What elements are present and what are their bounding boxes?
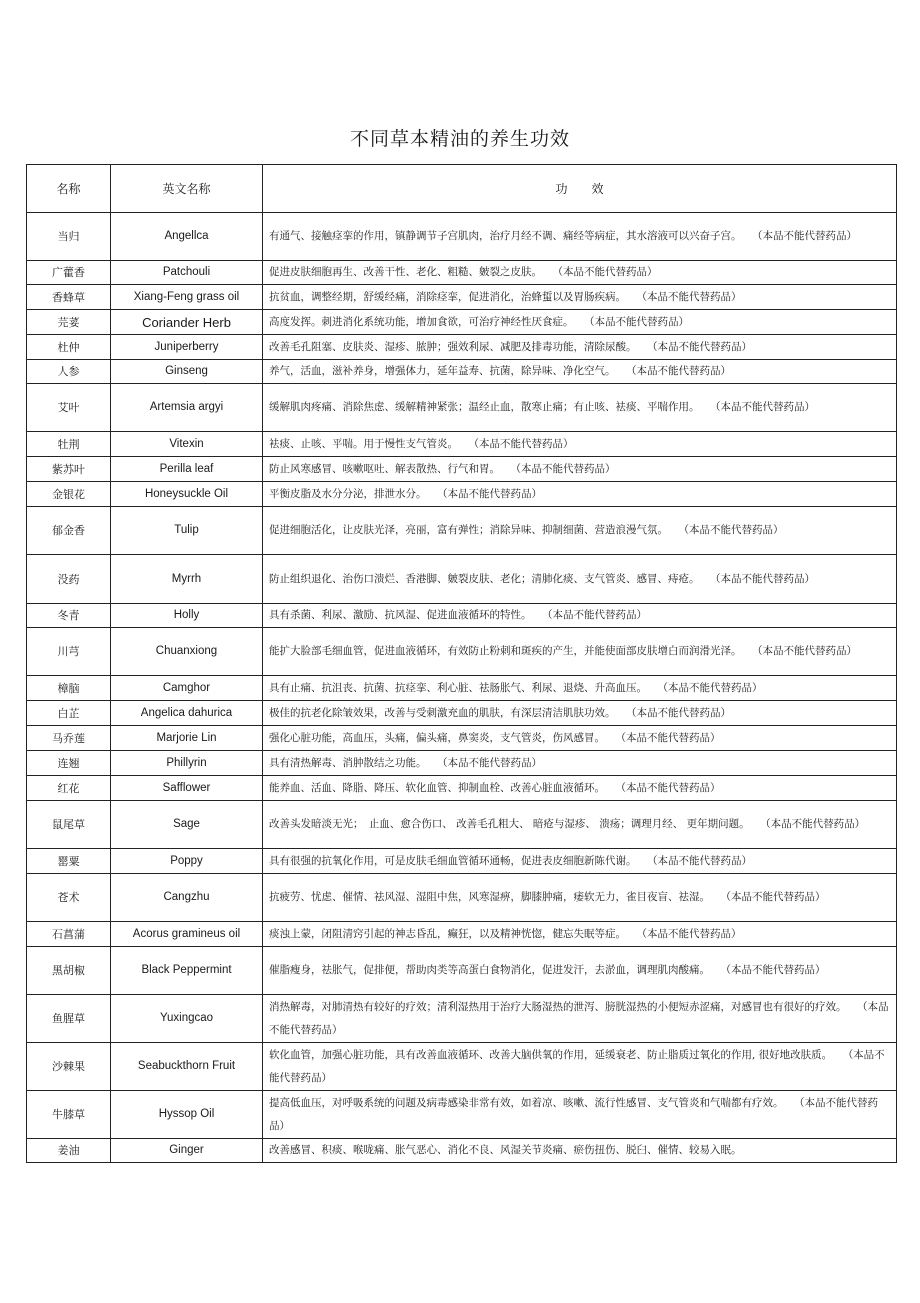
herb-name: 罂粟 xyxy=(27,849,111,874)
herb-english-name: Juniperberry xyxy=(111,335,263,360)
herb-effect xyxy=(263,310,897,335)
effect-text: 具有清热解毒、消肿散结之功能。 xyxy=(269,756,422,769)
herb-effect xyxy=(263,261,897,285)
herb-english-name: Marjorie Lin xyxy=(111,726,263,751)
herb-name: 芫荽 xyxy=(27,310,111,335)
effect-text: 高度发挥。刺进消化系统功能，增加食欲，可治疗神经性厌食症。 xyxy=(269,315,569,328)
disclaimer-note: （本品不能代替药品） xyxy=(269,1000,889,1036)
herb-name: 樟脑 xyxy=(27,676,111,701)
table-row xyxy=(27,676,897,701)
herb-effect xyxy=(263,947,897,995)
herb-english-name: Acorus gramineus oil xyxy=(111,922,263,947)
disclaimer-note: （本品不能代替药品） xyxy=(473,437,574,450)
effect-text: 能扩大脸部毛细血管，促进血液循环，有效防止粉刺和斑疾的产生，并能使面部皮肤增白而润滑光泽。 xyxy=(269,645,737,657)
herb-effect xyxy=(263,1139,897,1163)
effect-text: 强化心脏功能，高血压，头痛，偏头痛，鼻窦炎，支气管炎，伤风感冒。 xyxy=(269,731,600,744)
herb-english-name: Phillyrin xyxy=(111,751,263,776)
herb-name: 鱼腥草 xyxy=(27,995,111,1043)
herbal-oil-table xyxy=(26,164,897,1163)
herb-effect xyxy=(263,849,897,874)
effect-text: 平衡皮脂及水分分泌，排泄水分。 xyxy=(269,487,422,500)
table-row xyxy=(27,776,897,801)
herb-english-name: Patchouli xyxy=(111,261,263,285)
disclaimer-note: （本品不能代替药品） xyxy=(725,891,826,903)
herb-name: 杜仲 xyxy=(27,335,111,360)
effect-text: 抗贫血，调整经期，舒缓经痛，消除痉挛，促进消化，治蜂蜇以及胃肠疾病。 xyxy=(269,290,621,303)
herb-english-name: Tulip xyxy=(111,507,263,555)
table-row xyxy=(27,1091,897,1139)
herb-effect xyxy=(263,432,897,457)
effect-text: 软化血管，加强心脏功能，具有改善血液循环、改善大脑供氧的作用，延缓衰老、防止脂质过氧化的作用, 很好地改肤质。 xyxy=(269,1048,827,1061)
effect-text: 养气，活血，滋补养身，增强体力，延年益寿、抗菌，除异味、净化空气。 xyxy=(269,365,611,377)
herb-name: 鼠尾草 xyxy=(27,801,111,849)
herb-name: 没药 xyxy=(27,555,111,604)
herb-name: 黑胡椒 xyxy=(27,947,111,995)
table-row xyxy=(27,701,897,726)
herb-effect xyxy=(263,360,897,384)
herb-name: 牡荆 xyxy=(27,432,111,457)
herb-effect xyxy=(263,995,897,1043)
herb-english-name: Angelica dahurica xyxy=(111,701,263,726)
table-row xyxy=(27,261,897,285)
table-row xyxy=(27,555,897,604)
disclaimer-note: （本品不能代替药品） xyxy=(757,230,857,242)
header-english-name: 英文名称 xyxy=(111,165,263,213)
disclaimer-note: （本品不能代替药品） xyxy=(652,854,752,867)
herb-english-name: Vitexin xyxy=(111,432,263,457)
herb-name: 石菖蒲 xyxy=(27,922,111,947)
disclaimer-note: （本品不能代替药品） xyxy=(515,462,616,475)
effect-text: 提高低血压，对呼吸系统的问题及病毒感染非常有效，如着凉、咳嗽、流行性感冒、支气管炎和气喘都有疗效。 xyxy=(269,1096,779,1109)
herb-effect xyxy=(263,776,897,801)
herb-effect xyxy=(263,676,897,701)
disclaimer-note: （本品不能代替药品） xyxy=(589,315,689,328)
effect-text: 具有杀菌、利尿、激励、抗风湿、促进血液循环的特性。 xyxy=(269,609,527,621)
effect-text: 防止风寒感冒、咳嗽呕吐、解表散热、行气和胃。 xyxy=(269,462,495,475)
effect-text: 防止组织退化、治伤口溃烂、香港脚、皴裂皮肤、老化；清肺化痰、支气管炎、感冒、痔疮。 xyxy=(269,572,695,585)
herb-name: 牛膝草 xyxy=(27,1091,111,1139)
effect-text: 促进细胞活化，让皮肤光泽，亮丽，富有弹性；消除异味、抑制细菌、营造浪漫气氛。 xyxy=(269,524,663,536)
effect-text: 痰浊上蒙，闭阻清窍引起的神志昏乱，癫狂，以及精神恍惚，健忘失眠等症。 xyxy=(269,927,621,940)
herb-effect xyxy=(263,922,897,947)
effect-text: 消热解毒，对肺清热有较好的疗效；清利湿热用于治疗大肠湿热的泄泻、膀胱湿热的小便短赤涩痛，对感冒也有很好的疗效。 xyxy=(269,1000,842,1013)
disclaimer-note: （本品不能代替药品） xyxy=(641,927,742,940)
herb-english-name: Sage xyxy=(111,801,263,849)
herb-english-name: Camghor xyxy=(111,676,263,701)
herb-name: 苍术 xyxy=(27,874,111,922)
herb-english-name: Angellca xyxy=(111,213,263,261)
herb-effect xyxy=(263,555,897,604)
table-row xyxy=(27,213,897,261)
effect-text: 袪痰、止咳、平喘。用于慢性支气管炎。 xyxy=(269,437,453,450)
table-row xyxy=(27,628,897,676)
table-header-row xyxy=(27,165,897,213)
effect-text: 能养血、活血、降脂、降压、软化血管、抑制血栓、改善心脏血液循环。 xyxy=(269,781,600,794)
herb-name: 艾叶 xyxy=(27,384,111,432)
herb-english-name: Ginger xyxy=(111,1139,263,1163)
disclaimer-note: （本品不能代替药品） xyxy=(620,731,721,744)
table-row xyxy=(27,360,897,384)
disclaimer-note: （本品不能代替药品） xyxy=(725,964,826,976)
table-row xyxy=(27,995,897,1043)
table-row xyxy=(27,604,897,628)
disclaimer-note: （本品不能代替药品） xyxy=(715,401,815,413)
herb-name: 沙棘果 xyxy=(27,1043,111,1091)
table-row xyxy=(27,507,897,555)
disclaimer-note: （本品不能代替药品） xyxy=(683,524,784,536)
herb-english-name: Honeysuckle Oil xyxy=(111,482,263,507)
herb-english-name: Seabuckthorn Fruit xyxy=(111,1043,263,1091)
disclaimer-note: （本品不能代替药品） xyxy=(269,1048,885,1084)
effect-text: 具有很强的抗氧化作用，可是皮肤毛细血管循环通畅，促进表皮细胞新陈代谢。 xyxy=(269,854,632,867)
herb-name: 马乔莲 xyxy=(27,726,111,751)
herb-name: 金银花 xyxy=(27,482,111,507)
herb-effect xyxy=(263,507,897,555)
herb-english-name: Perilla leaf xyxy=(111,457,263,482)
herb-effect xyxy=(263,285,897,310)
disclaimer-note: （本品不能代替药品） xyxy=(620,781,721,794)
herb-effect xyxy=(263,213,897,261)
herb-name: 广藿香 xyxy=(27,261,111,285)
table-row xyxy=(27,432,897,457)
effect-text: 缓解肌肉疼痛、消除焦虑、缓解精神紧张；温经止血，散寒止痛；有止咳、袪痰、平喘作用。 xyxy=(269,401,695,413)
disclaimer-note: （本品不能代替药品） xyxy=(765,818,866,830)
herb-effect xyxy=(263,874,897,922)
disclaimer-note: （本品不能代替药品） xyxy=(662,681,763,694)
herb-english-name: Ginseng xyxy=(111,360,263,384)
disclaimer-note: （本品不能代替药品） xyxy=(442,756,542,769)
herb-name: 冬青 xyxy=(27,604,111,628)
effect-text: 改善感冒、积痰、喉咙痛、胀气恶心、消化不良、风湿关节炎痛、瘀伤扭伤、脱臼、催情、较易入眠。 xyxy=(269,1144,742,1156)
table-row xyxy=(27,285,897,310)
table-row xyxy=(27,874,897,922)
disclaimer-note: （本品不能代替药品） xyxy=(652,340,752,353)
herb-english-name: Holly xyxy=(111,604,263,628)
table-row xyxy=(27,335,897,360)
page-title: 不同草本精油的养生功效 xyxy=(349,128,570,150)
herb-english-name: Cangzhu xyxy=(111,874,263,922)
herb-name: 紫苏叶 xyxy=(27,457,111,482)
effect-text: 改善头发暗淡无光； 止血、愈合伤口、 改善毛孔粗大、 暗疮与湿疹、 溃疡；调理月经、 更年期问题。 xyxy=(269,818,745,830)
table-row xyxy=(27,1139,897,1163)
herb-effect xyxy=(263,1043,897,1091)
herb-effect xyxy=(263,726,897,751)
herb-effect xyxy=(263,482,897,507)
herb-effect xyxy=(263,628,897,676)
table-row xyxy=(27,1043,897,1091)
header-effect: 功 效 xyxy=(263,165,897,213)
disclaimer-note: （本品不能代替药品） xyxy=(269,1096,878,1132)
herb-english-name: Xiang-Feng grass oil xyxy=(111,285,263,310)
herb-name: 当归 xyxy=(27,213,111,261)
herb-name: 郁金香 xyxy=(27,507,111,555)
herb-effect xyxy=(263,801,897,849)
effect-text: 抗疲劳、忧虑、催情、祛风湿、湿阻中焦，风寒湿痹，脚膝肿痛，痿软无力，雀目夜盲、祛湿。 xyxy=(269,891,705,903)
table-row xyxy=(27,801,897,849)
herb-name: 红花 xyxy=(27,776,111,801)
herb-english-name: Chuanxiong xyxy=(111,628,263,676)
herb-effect xyxy=(263,751,897,776)
herb-english-name: Hyssop Oil xyxy=(111,1091,263,1139)
herb-effect xyxy=(263,457,897,482)
effect-text: 改善毛孔阻塞、皮肤炎、湿疹、脓肿；强效利尿、减肥及排毒功能，清除尿酸。 xyxy=(269,340,632,353)
effect-text: 促进皮肤细胞再生、改善干性、老化、粗糙、皴裂之皮肤。 xyxy=(269,266,537,278)
table-row xyxy=(27,384,897,432)
table-row xyxy=(27,947,897,995)
table-row xyxy=(27,310,897,335)
herb-name: 姜油 xyxy=(27,1139,111,1163)
herb-english-name: Coriander Herb xyxy=(111,310,263,335)
disclaimer-note: （本品不能代替药品） xyxy=(631,365,731,377)
herb-english-name: Yuxingcao xyxy=(111,995,263,1043)
herb-english-name: Myrrh xyxy=(111,555,263,604)
disclaimer-note: （本品不能代替药品） xyxy=(442,487,542,500)
effect-text: 具有止痛、抗沮丧、抗菌、抗痉挛、利心脏、祛肠胀气、利尿、退烧、升高血压。 xyxy=(269,681,642,694)
disclaimer-note: （本品不能代替药品） xyxy=(757,645,857,657)
disclaimer-note: （本品不能代替药品） xyxy=(715,572,815,585)
disclaimer-note: （本品不能代替药品） xyxy=(641,290,742,303)
herb-effect xyxy=(263,1091,897,1139)
herb-name: 连翘 xyxy=(27,751,111,776)
table-row xyxy=(27,482,897,507)
disclaimer-note: （本品不能代替药品） xyxy=(547,609,647,621)
disclaimer-note: （本品不能代替药品） xyxy=(631,706,731,719)
herb-english-name: Safflower xyxy=(111,776,263,801)
herb-effect xyxy=(263,701,897,726)
table-row xyxy=(27,849,897,874)
herb-name: 白芷 xyxy=(27,701,111,726)
herb-english-name: Black Peppermint xyxy=(111,947,263,995)
herb-english-name: Poppy xyxy=(111,849,263,874)
table-row xyxy=(27,751,897,776)
table-row xyxy=(27,922,897,947)
effect-text: 极佳的抗老化除皱效果，改善与受刺激充血的肌肤，有深层清洁肌肤功效。 xyxy=(269,706,611,719)
herb-name: 川芎 xyxy=(27,628,111,676)
table-row xyxy=(27,457,897,482)
disclaimer-note: （本品不能代替药品） xyxy=(557,266,658,278)
header-name: 名称 xyxy=(27,165,111,213)
herb-effect xyxy=(263,384,897,432)
herb-effect xyxy=(263,335,897,360)
effect-text: 有通气、接触痉挛的作用，镇静调节子宫肌肉，治疗月经不调、痛经等病症，其水溶液可以兴奋子宫。 xyxy=(269,230,737,242)
herb-name: 人参 xyxy=(27,360,111,384)
herb-effect xyxy=(263,604,897,628)
herb-english-name: Artemsia argyi xyxy=(111,384,263,432)
herb-name: 香蜂草 xyxy=(27,285,111,310)
effect-text: 催脂瘦身，祛胀气，促排便，帮助肉类等高蛋白食物消化，促进发汗，去淤血，调理肌肉酸痛。 xyxy=(269,964,705,976)
table-row xyxy=(27,726,897,751)
